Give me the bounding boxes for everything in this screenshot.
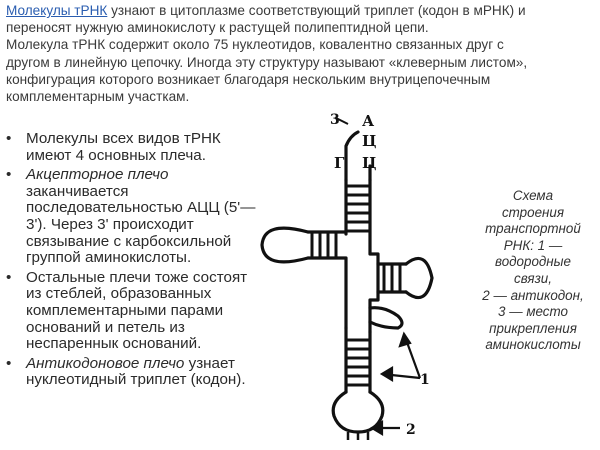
anticodon-stem-rungs [346,340,370,385]
label-1: 1 [420,372,430,388]
intro-line-5: конфигурация которого возникает благодаря нескольким внутрицепочечным [6,71,491,87]
label-2: 2 [406,422,416,438]
acceptor-stem-left [346,132,358,180]
trna-cloverleaf-diagram [250,110,450,450]
arrowhead-1b [382,368,392,380]
figure-caption: Схема строения транспортной РНК: 1 — водородные связи, 2 — антикодон, 3 — место прикрепления аминокислоты [482,188,584,353]
intro-text [6,2,596,105]
bullet-item: • Антикодоновое плечо узнает нуклеотидный триплет (кодон). [6,354,246,389]
label-c-1: Ц [362,132,377,150]
bullet-icon: • [6,166,12,184]
t-arm-rungs [384,264,400,292]
anticodon-stem [346,328,370,392]
label-a: А [362,112,375,130]
d-arm-rungs [312,232,336,258]
intro-line-6: комплементарным участкам. [6,89,190,105]
intro-line-3: Молекула тРНК содержит около 75 нуклеотидов, ковалентно связанных друг с [6,37,504,53]
bullet-item: • Акцепторное плечо заканчивается последовательностью АЦЦ (5'—3'). Через 3' происходит связывание с карбоксильной группой аминокислоты. [6,166,256,267]
variable-loop [370,308,402,328]
bullet-icon: • [6,268,12,286]
trna-link[interactable]: Молекулы тРНК [6,3,108,18]
bullet-icon: • [6,354,12,372]
bullet-icon: • [6,130,12,147]
anticodon-ticks [348,432,368,440]
intro-line-2: переносят нужную аминокислоту к растущей полипептидной цепи. [6,20,429,36]
label-c-2: Ц [362,154,377,172]
label-3: 3 [330,112,340,128]
acceptor-stem-rungs [346,186,370,231]
bullet-list [4,131,266,392]
arrowhead-2 [372,422,382,434]
arrowhead-1a [400,334,410,346]
bullet-item: • Молекулы всех видов тРНК имеют 4 основных плеча. [6,130,221,164]
intro-line-1: Молекулы тРНК узнают в цитоплазме соответствующий триплет (кодон в мРНК) и [6,3,526,18]
t-loop [406,258,432,297]
d-loop [262,228,308,262]
intro-line-4: другом в линейную цепочку. Иногда эту структуру называют «клеверным листом», [6,54,528,70]
label-g: Г [334,154,345,172]
bullet-item: • Остальные плечи тоже состоят из стеблей, образованных комплементарными парами оснований и петель из неспареннык оснований. [6,268,248,353]
